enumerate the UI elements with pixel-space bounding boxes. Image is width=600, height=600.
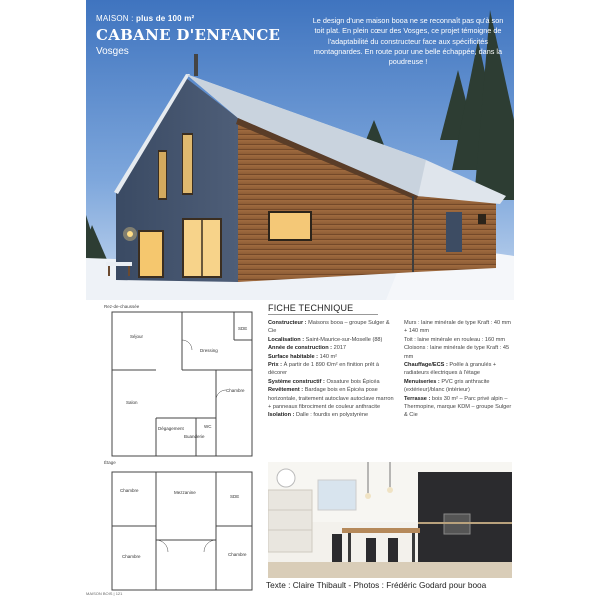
spec-line <box>268 378 396 386</box>
spec-line <box>268 344 396 352</box>
room-label: Chambre <box>228 552 247 557</box>
spec-key: Chauffage/ECS : <box>404 362 448 369</box>
intro-paragraph: Le design d'une maison booa ne se reconnaît pas qu'à son toit plat. En plein cœur des Vosges, ce projet témoigne de l'adaptabilité du constructeur face aux spécificités montagnardes. En route pour une belle échappée, dans la poudreuse ! <box>312 16 504 67</box>
room-label: Dressing <box>200 348 218 353</box>
spec-value: Saint-Maurice-sur-Moselle (88) <box>305 336 383 343</box>
spec-line <box>268 353 396 361</box>
spec-value: Toit : laine minérale en rouleau : 160 mm <box>404 336 506 343</box>
photo-credits: Texte : Claire Thibault - Photos : Frédéric Godard pour booa <box>266 580 487 590</box>
house-photo <box>86 0 514 300</box>
spec-key: Constructeur : <box>268 320 307 326</box>
spec-value: Bardage bois en Épicéa pose horizontale, traitement autoclave autoclave marron + panneaux fibrociment de couleur anthracite <box>268 387 394 411</box>
technical-sheet-heading: FICHE TECHNIQUE <box>268 303 378 315</box>
spec-key: Terrasse : <box>404 395 431 402</box>
article-title: CABANE D'ENFANCE <box>96 26 281 44</box>
spec-line <box>404 395 512 420</box>
category-bold: plus de 100 m² <box>136 14 195 23</box>
spec-value: 140 m² <box>319 353 338 360</box>
spec-key: Prix : <box>268 362 282 369</box>
category-tag <box>96 14 280 23</box>
room-label: Chambre <box>226 388 245 393</box>
spec-key: Revêtement : <box>268 387 304 394</box>
spec-value: Ossature bois Épicéa <box>326 378 380 385</box>
spec-line <box>404 378 512 395</box>
magazine-page <box>86 0 514 600</box>
technical-sheet-column-1 <box>268 319 396 420</box>
room-label: Mezzanine <box>174 490 196 495</box>
plan-label-upper: Étage <box>104 460 116 465</box>
room-label: Chambre <box>120 488 139 493</box>
spec-value: À partir de 1 890 €/m² en finition prêt à décorer <box>268 362 380 377</box>
room-label: SDE <box>238 326 248 331</box>
spec-key: Isolation : <box>268 412 295 419</box>
spec-key: Surface habitable : <box>268 353 319 360</box>
technical-sheet <box>268 303 512 461</box>
room-label: WC <box>204 424 212 429</box>
spec-key: Menuiseries : <box>404 378 440 385</box>
spec-value: 2017 <box>333 345 347 352</box>
spec-value: Maisons booa – groupe Sulger & Cie <box>268 320 390 335</box>
spec-value: PVC gris anthracite (extérieur)/blanc (intérieur) <box>404 378 490 394</box>
spec-value: Cloisons : laine minérale de type Kraft : 45 mm <box>404 345 510 360</box>
spec-line <box>268 411 396 419</box>
room-label: Salon <box>126 400 138 405</box>
spec-key: Système constructif : <box>268 378 325 385</box>
room-label: Séjour <box>130 334 144 339</box>
room-label: Dégagement <box>158 426 184 431</box>
spec-key: Année de construction : <box>268 345 333 352</box>
spec-line <box>268 361 396 378</box>
category-prefix: MAISON : <box>96 14 134 23</box>
spec-line <box>268 319 396 336</box>
plan-label-ground: Rez-de-chaussée <box>104 304 140 309</box>
spec-line <box>404 361 512 378</box>
spec-line <box>404 336 512 344</box>
technical-sheet-column-2 <box>404 319 512 420</box>
spec-value: Poêle à granulés + radiateurs électriques à l'étage <box>404 362 497 377</box>
spec-value: Murs : laine minérale de type Kraft : 40 mm + 140 mm <box>404 320 511 335</box>
spec-value: bois 30 m² – Parc privé alpin – Thermopine, marque KDM – groupe Sulger & Cie <box>404 395 512 419</box>
spec-value: Dalle : fourdis en polystyrène <box>295 412 369 419</box>
room-label: Chambre <box>122 554 141 559</box>
page-footer: MAISON BOIS | 121 <box>86 591 123 596</box>
room-label: Buanderie <box>184 434 205 439</box>
spec-key: Localisation : <box>268 336 305 343</box>
spec-line <box>404 344 512 361</box>
room-label: SDE <box>230 494 240 499</box>
floor-plans <box>86 300 256 600</box>
spec-line <box>268 386 396 411</box>
spec-line <box>268 336 396 344</box>
article-header <box>96 14 280 57</box>
spec-line <box>404 319 512 336</box>
kitchen-photo <box>268 462 512 578</box>
article-subtitle: Vosges <box>96 46 129 57</box>
